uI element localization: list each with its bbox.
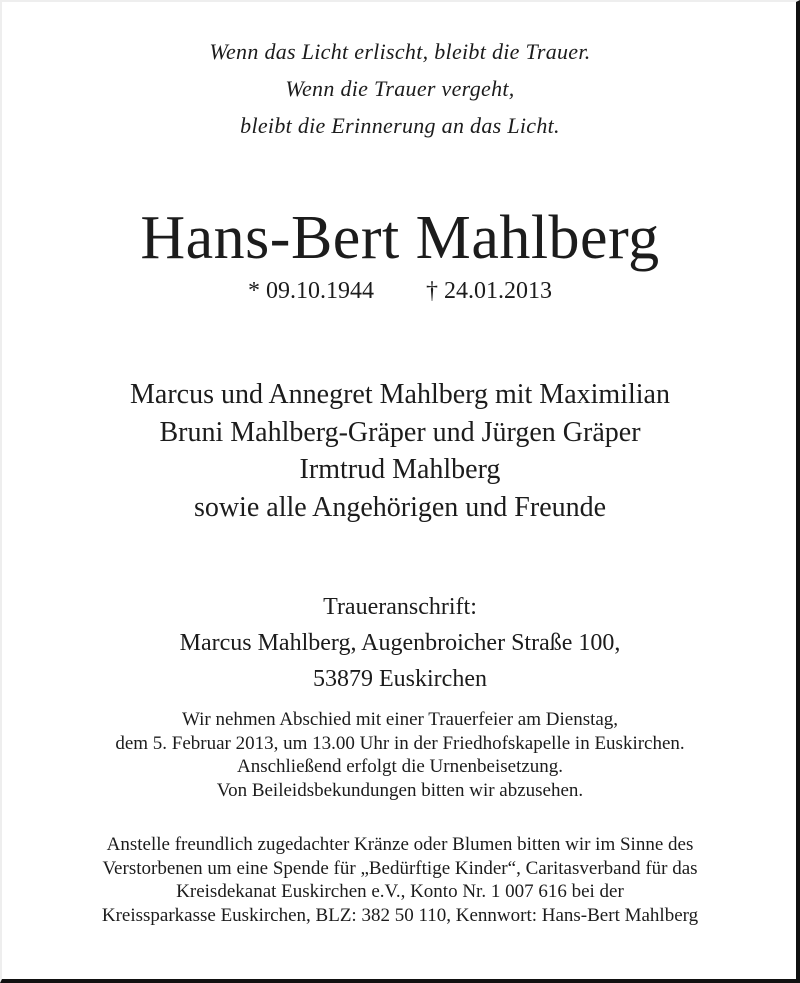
birth-date: * 09.10.1944 <box>248 278 374 304</box>
verse-line: bleibt die Erinnerung an das Licht. <box>240 113 560 138</box>
death-date: † 24.01.2013 <box>426 278 552 304</box>
ceremony-line: Anschließend erfolgt die Urnenbeisetzung. <box>236 756 564 777</box>
mourning-address <box>0 589 800 697</box>
address-city: 53879 Euskirchen <box>313 666 487 692</box>
donation-line: Anstelle freundlich zugedachter Kränze oder Blumen bitten wir im Sinne des <box>106 834 694 855</box>
donation-line: Kreissparkasse Euskirchen, BLZ: 382 50 110, Kennwort: Hans-Bert Mahlberg <box>101 904 699 926</box>
life-dates <box>0 276 800 306</box>
deceased-name: Hans-Bert Mahlberg <box>140 204 660 272</box>
ceremony-info <box>0 708 800 802</box>
mourners-list <box>0 376 800 526</box>
address-street: Marcus Mahlberg, Augenbroicher Straße 100, <box>179 630 621 656</box>
donation-request <box>0 833 800 927</box>
address-heading: Traueranschrift: <box>323 594 477 620</box>
ceremony-line: Wir nehmen Abschied mit einer Trauerfeier am Dienstag, <box>181 709 619 730</box>
mourner-line: Bruni Mahlberg-Gräper und Jürgen Gräper <box>159 416 641 448</box>
ceremony-line: dem 5. Februar 2013, um 13.00 Uhr in der Friedhofskapelle in Euskirchen. <box>115 732 685 754</box>
verse-line: Wenn die Trauer vergeht, <box>285 76 515 101</box>
verse-line: Wenn das Licht erlischt, bleibt die Trauer. <box>209 39 591 64</box>
memorial-verse <box>0 33 800 144</box>
mourner-line: Marcus und Annegret Mahlberg mit Maximilian <box>130 379 670 410</box>
ceremony-line: Von Beileidsbekundungen bitten wir abzusehen. <box>216 779 584 801</box>
mourner-line: Irmtrud Mahlberg <box>299 454 501 485</box>
mourner-line: sowie alle Angehörigen und Freunde <box>193 491 607 523</box>
donation-line: Kreisdekanat Euskirchen e.V., Konto Nr. 1 007 616 bei der <box>176 881 624 902</box>
donation-line: Verstorbenen um eine Spende für „Bedürftige Kinder“, Caritasverband für das <box>102 857 698 879</box>
